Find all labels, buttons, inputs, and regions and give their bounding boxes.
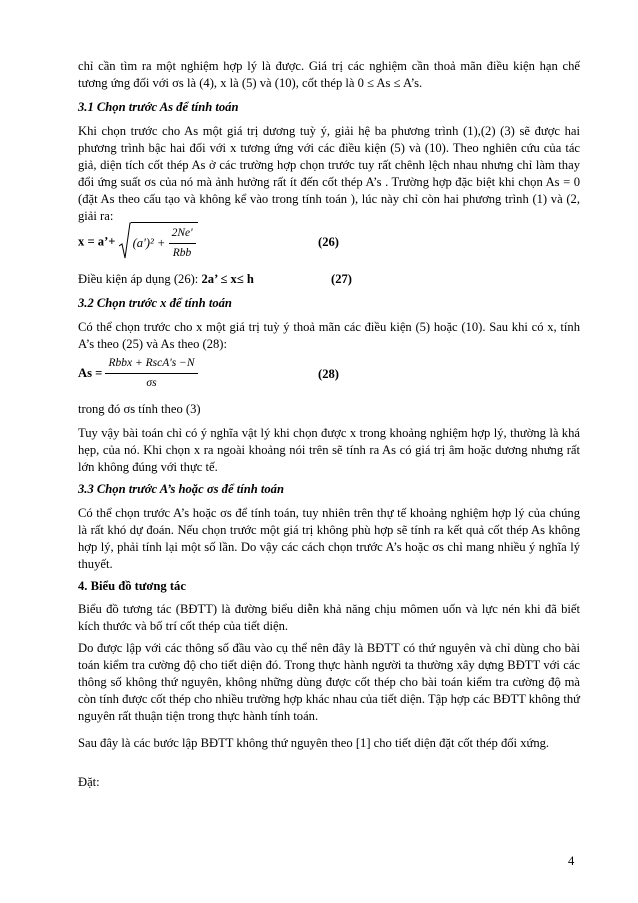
eq26-numerator: 2Ne'	[169, 225, 196, 244]
paragraph-3-2: Có thể chọn trước cho x một giá trị tuỳ ý thoả mãn các điều kiện (5) hoặc (10). Sau khi có x, tính A’s theo (25) và As theo (28):	[78, 320, 580, 351]
paragraph-4-definition: Biểu đồ tương tác (BĐTT) là đường biểu diễn khả năng chịu mômen uốn và lực nén khi đã biết kích thước và bố trí cốt thép của tiết diện.	[78, 602, 580, 633]
eq26-sqrt	[119, 222, 198, 262]
equation-28	[78, 355, 198, 395]
eq26-radicand	[131, 222, 198, 262]
eq26-number: (26)	[318, 235, 339, 249]
eq28-fraction	[105, 355, 197, 392]
eq28-number: (28)	[318, 367, 339, 381]
paragraph-4-steps: Sau đây là các bước lập BĐTT không thứ nguyên theo [1] cho tiết diện đặt cốt thép đối xứng.	[78, 736, 550, 750]
eq26-inner: (a')² +	[132, 236, 166, 250]
paragraph-dat: Đặt:	[78, 775, 100, 789]
eq26-denominator: Rbb	[172, 247, 192, 259]
eq28-lhs: As =	[78, 366, 103, 380]
equation-26	[78, 222, 198, 262]
condition-27	[78, 271, 254, 288]
heading-3-3: 3.3 Chọn trước A’s hoặc σs để tính toán	[78, 482, 284, 496]
heading-3-2: 3.2 Chọn trước x để tính toán	[78, 296, 232, 310]
eq27-number: (27)	[331, 272, 352, 286]
eq28-denominator: σs	[146, 377, 157, 389]
eq26-fraction	[169, 225, 196, 262]
paragraph-3-1: Khi chọn trước cho As một giá trị dương tuỳ ý, giải hệ ba phương trình (1),(2) (3) sẽ được hai phương trình bậc hai đối với x tương ứng với các điều kiện (5) và (10). Theo nghiên cứu của tác giả, diện tích cốt thép As ở các trường hợp chọn trước tuy rất chênh lệch nhau nhưng chỉ làm thay đổi ứng suất σs của nó mà ảnh hưởng rất ít đến cốt thép A’s . Trường hợp đặc biệt khi chọn As = 0 (đặt As theo cấu tạo và không kể vào trong tính toán ), lúc này chỉ còn hai phương trình (1) và (2, giải ra:	[78, 124, 580, 223]
page-number: 4	[568, 854, 575, 868]
radical-sign	[119, 222, 131, 265]
paragraph-intro: chỉ cần tìm ra một nghiệm hợp lý là được. Giá trị các nghiệm cần thoả mãn điều kiện hạn chế tương ứng đối với σs là (4), x là (5) và (10), cốt thép là 0 ≤ As ≤ A’s.	[78, 59, 580, 90]
paragraph-4-usage: Do được lập với các thông số đầu vào cụ thể nên đây là BĐTT có thứ nguyên và chỉ dùng cho bài toán kiểm tra cường độ cho tiết diện đó. Trong thực hành người ta thường xây dựng BĐTT với các thông số không thứ nguyên, không những dùng được cốt thép cho bài toán kiểm tra cường độ mà còn tính được cốt thép cho nhiều trường hợp khác nhau của tiết diện. Tập hợp các BĐTT không thứ nguyên rất thuận tiện trong thực hành tính toán.	[78, 641, 581, 723]
heading-4: 4. Biểu đồ tương tác	[78, 579, 186, 593]
cond27-text: Điều kiện áp dụng (26):	[78, 272, 199, 286]
paragraph-3-3: Có thể chọn trước A’s hoặc σs để tính toán, tuy nhiên trên thự tế khoảng nghiệm hợp lý của chúng là rất khó dự đoán. Nếu chọn trước một giá trị không phù hợp sẽ tính ra kết quả cốt thép As không hợp lý, phải tính lại một số lần. Do vậy các cách chọn trước A’s hoặc σs chỉ mang nhiều ý nghĩa lý thuyết.	[78, 506, 580, 571]
cond27-bold: 2a’ ≤ x≤ h	[201, 272, 254, 286]
heading-3-1: 3.1 Chọn trước As để tính toán	[78, 100, 239, 114]
eq28-numerator: Rbbx + RscA's −N	[105, 355, 197, 374]
eq26-lhs: x = a’+	[78, 234, 116, 249]
paragraph-range: Tuy vậy bài toán chỉ có ý nghĩa vật lý khi chọn được x trong khoảng nghiệm hợp lý, thường là khá hẹp, của nó. Khi chọn x ra ngoài khoảng nói trên sẽ tính ra As có giá trị âm hoặc dương nhưng rất lớn không đúng với thực tế.	[78, 426, 580, 474]
paragraph-sigma: trong đó σs tính theo (3)	[78, 402, 201, 416]
